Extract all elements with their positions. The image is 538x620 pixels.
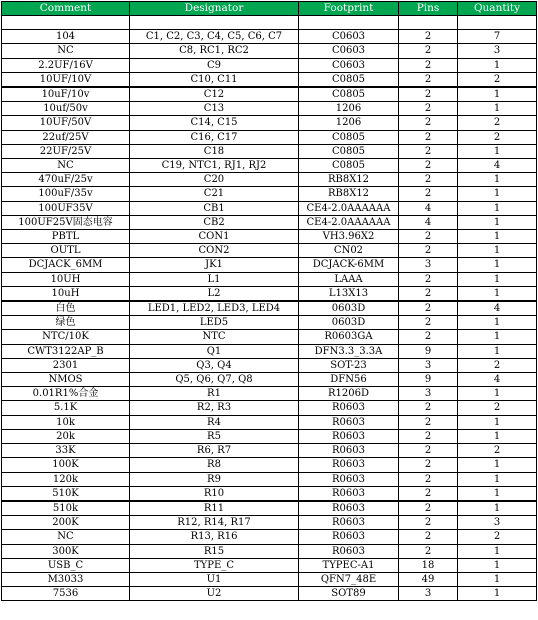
cell-quantity: 1 xyxy=(458,415,537,429)
cell-footprint: DFN3.3_3.3A xyxy=(299,344,399,358)
table-row xyxy=(2,87,537,102)
cell-designator: R11 xyxy=(130,501,299,516)
cell-footprint: CE4-2.0AAAAAA xyxy=(299,201,399,215)
cell-comment xyxy=(2,16,130,30)
cell-quantity: 1 xyxy=(458,144,537,158)
cell-comment: 10k xyxy=(2,415,130,429)
cell-designator: Q1 xyxy=(130,344,299,358)
table-row xyxy=(2,159,537,173)
cell-pins: 2 xyxy=(399,530,458,544)
cell-footprint: R0603 xyxy=(299,415,399,429)
cell-quantity: 1 xyxy=(458,472,537,486)
cell-footprint: R0603 xyxy=(299,472,399,486)
table-row xyxy=(2,258,537,272)
table-row xyxy=(2,358,537,372)
cell-comment: OUTL xyxy=(2,244,130,258)
cell-pins: 3 xyxy=(399,587,458,601)
cell-comment: 510k xyxy=(2,501,130,516)
header-comment: Comment xyxy=(2,2,130,16)
cell-designator: R12, R14, R17 xyxy=(130,516,299,530)
cell-comment: 120k xyxy=(2,472,130,486)
cell-pins: 2 xyxy=(399,159,458,173)
cell-pins: 2 xyxy=(399,30,458,44)
cell-footprint: CN02 xyxy=(299,244,399,258)
cell-quantity: 1 xyxy=(458,316,537,330)
cell-quantity: 2 xyxy=(458,130,537,144)
cell-quantity: 1 xyxy=(458,244,537,258)
cell-pins: 2 xyxy=(399,516,458,530)
cell-designator: C16, C17 xyxy=(130,130,299,144)
cell-quantity: 1 xyxy=(458,587,537,601)
cell-pins: 2 xyxy=(399,272,458,286)
cell-comment: 2301 xyxy=(2,358,130,372)
cell-quantity: 1 xyxy=(458,458,537,472)
cell-quantity: 1 xyxy=(458,230,537,244)
cell-quantity: 2 xyxy=(458,116,537,130)
table-row xyxy=(2,444,537,458)
table-row xyxy=(2,558,537,572)
table-row xyxy=(2,344,537,358)
cell-quantity: 1 xyxy=(458,501,537,516)
cell-pins: 2 xyxy=(399,87,458,102)
table-row xyxy=(2,58,537,72)
table-row xyxy=(2,330,537,344)
table-row xyxy=(2,401,537,415)
cell-comment: 100uF/35v xyxy=(2,187,130,201)
cell-designator xyxy=(130,16,299,30)
cell-footprint: C0805 xyxy=(299,130,399,144)
cell-comment: 10UF/10V xyxy=(2,72,130,87)
table-row xyxy=(2,415,537,429)
cell-comment: 470uF/25v xyxy=(2,173,130,187)
cell-designator: Q3, Q4 xyxy=(130,358,299,372)
cell-quantity: 2 xyxy=(458,72,537,87)
cell-pins: 49 xyxy=(399,572,458,586)
cell-quantity: 1 xyxy=(458,286,537,301)
cell-quantity: 1 xyxy=(458,387,537,401)
header-quantity: Quantity xyxy=(458,2,537,16)
cell-comment: CWT3122AP_B xyxy=(2,344,130,358)
cell-pins: 18 xyxy=(399,558,458,572)
cell-pins: 9 xyxy=(399,373,458,387)
table-row xyxy=(2,316,537,330)
cell-comment: 10uH xyxy=(2,286,130,301)
cell-pins: 2 xyxy=(399,458,458,472)
table-row xyxy=(2,458,537,472)
cell-pins: 2 xyxy=(399,144,458,158)
table-row xyxy=(2,187,537,201)
cell-designator: CON1 xyxy=(130,230,299,244)
table-row xyxy=(2,16,537,30)
cell-comment: 100K xyxy=(2,458,130,472)
cell-comment: 10uF/10v xyxy=(2,87,130,102)
cell-comment: 33K xyxy=(2,444,130,458)
table-row xyxy=(2,44,537,58)
cell-footprint: C0805 xyxy=(299,144,399,158)
cell-quantity: 1 xyxy=(458,429,537,443)
cell-pins: 2 xyxy=(399,286,458,301)
cell-designator: LED5 xyxy=(130,316,299,330)
cell-footprint: 1206 xyxy=(299,102,399,116)
bom-table-body xyxy=(2,16,537,601)
cell-footprint: R0603 xyxy=(299,429,399,443)
table-row xyxy=(2,486,537,501)
table-row xyxy=(2,501,537,516)
table-row xyxy=(2,544,537,558)
cell-designator: C8, RC1, RC2 xyxy=(130,44,299,58)
table-row xyxy=(2,144,537,158)
cell-comment: 10UF/50V xyxy=(2,116,130,130)
cell-footprint: R0603 xyxy=(299,530,399,544)
cell-comment: 白色 xyxy=(2,301,130,316)
cell-designator: C18 xyxy=(130,144,299,158)
cell-designator: C1, C2, C3, C4, C5, C6, C7 xyxy=(130,30,299,44)
cell-footprint: L13X13 xyxy=(299,286,399,301)
cell-pins: 2 xyxy=(399,444,458,458)
cell-designator: R5 xyxy=(130,429,299,443)
cell-designator: U2 xyxy=(130,587,299,601)
header-designator: Designator xyxy=(130,2,299,16)
cell-footprint: SOT89 xyxy=(299,587,399,601)
cell-quantity: 1 xyxy=(458,258,537,272)
cell-footprint: RB8X12 xyxy=(299,187,399,201)
cell-designator: R10 xyxy=(130,486,299,501)
cell-pins: 2 xyxy=(399,501,458,516)
cell-designator: CB1 xyxy=(130,201,299,215)
cell-designator: R2, R3 xyxy=(130,401,299,415)
table-row xyxy=(2,286,537,301)
cell-quantity: 1 xyxy=(458,272,537,286)
table-row xyxy=(2,429,537,443)
cell-designator: TYPE_C xyxy=(130,558,299,572)
cell-designator: C21 xyxy=(130,187,299,201)
cell-footprint: 0603D xyxy=(299,316,399,330)
table-row xyxy=(2,230,537,244)
cell-footprint: C0603 xyxy=(299,30,399,44)
table-row xyxy=(2,530,537,544)
cell-comment: 22uf/25V xyxy=(2,130,130,144)
cell-quantity: 2 xyxy=(458,358,537,372)
cell-pins: 2 xyxy=(399,72,458,87)
cell-comment: 2.2UF/16V xyxy=(2,58,130,72)
cell-footprint: TYPEC-A1 xyxy=(299,558,399,572)
cell-quantity: 1 xyxy=(458,572,537,586)
cell-quantity: 1 xyxy=(458,330,537,344)
cell-comment: NTC/10K xyxy=(2,330,130,344)
cell-designator: R9 xyxy=(130,472,299,486)
table-row xyxy=(2,215,537,229)
cell-quantity: 1 xyxy=(458,344,537,358)
cell-footprint: C0603 xyxy=(299,58,399,72)
cell-quantity: 1 xyxy=(458,201,537,215)
cell-pins xyxy=(399,16,458,30)
cell-comment: 200K xyxy=(2,516,130,530)
cell-designator: JK1 xyxy=(130,258,299,272)
cell-designator: R13, R16 xyxy=(130,530,299,544)
cell-footprint: C0603 xyxy=(299,44,399,58)
cell-comment: NC xyxy=(2,44,130,58)
cell-quantity: 1 xyxy=(458,87,537,102)
cell-pins: 2 xyxy=(399,330,458,344)
cell-footprint: R0603 xyxy=(299,444,399,458)
cell-comment: NC xyxy=(2,159,130,173)
cell-footprint: VH3.96X2 xyxy=(299,230,399,244)
cell-footprint: R0603 xyxy=(299,486,399,501)
cell-pins: 2 xyxy=(399,173,458,187)
cell-pins: 2 xyxy=(399,187,458,201)
cell-designator: R4 xyxy=(130,415,299,429)
table-row xyxy=(2,373,537,387)
cell-pins: 2 xyxy=(399,102,458,116)
cell-comment: USB_C xyxy=(2,558,130,572)
cell-pins: 2 xyxy=(399,544,458,558)
cell-footprint: RB8X12 xyxy=(299,173,399,187)
cell-footprint: DCJACK-6MM xyxy=(299,258,399,272)
table-row xyxy=(2,387,537,401)
cell-footprint: C0805 xyxy=(299,159,399,173)
cell-designator: L2 xyxy=(130,286,299,301)
cell-quantity: 7 xyxy=(458,30,537,44)
cell-pins: 3 xyxy=(399,258,458,272)
cell-comment: 10uf/50v xyxy=(2,102,130,116)
cell-designator: NTC xyxy=(130,330,299,344)
cell-footprint: SOT-23 xyxy=(299,358,399,372)
cell-pins: 2 xyxy=(399,415,458,429)
cell-quantity: 4 xyxy=(458,159,537,173)
cell-designator: C12 xyxy=(130,87,299,102)
table-row xyxy=(2,201,537,215)
cell-comment: 100UF25V固态电容 xyxy=(2,215,130,229)
table-row xyxy=(2,244,537,258)
table-row xyxy=(2,587,537,601)
cell-footprint: DFN56 xyxy=(299,373,399,387)
cell-comment: 绿色 xyxy=(2,316,130,330)
cell-footprint: R0603 xyxy=(299,544,399,558)
cell-comment: 20k xyxy=(2,429,130,443)
cell-quantity: 4 xyxy=(458,301,537,316)
header-footprint: Footprint xyxy=(299,2,399,16)
cell-pins: 4 xyxy=(399,201,458,215)
cell-quantity: 1 xyxy=(458,558,537,572)
cell-comment: 5.1K xyxy=(2,401,130,415)
cell-comment: 510K xyxy=(2,486,130,501)
cell-footprint xyxy=(299,16,399,30)
cell-comment: M3033 xyxy=(2,572,130,586)
cell-designator: U1 xyxy=(130,572,299,586)
cell-footprint: R0603 xyxy=(299,501,399,516)
cell-quantity: 3 xyxy=(458,516,537,530)
cell-pins: 3 xyxy=(399,387,458,401)
cell-quantity: 1 xyxy=(458,544,537,558)
cell-quantity: 1 xyxy=(458,187,537,201)
table-row xyxy=(2,116,537,130)
table-row xyxy=(2,472,537,486)
cell-pins: 2 xyxy=(399,472,458,486)
cell-pins: 2 xyxy=(399,316,458,330)
cell-footprint: CE4-2.0AAAAAA xyxy=(299,215,399,229)
cell-quantity: 1 xyxy=(458,102,537,116)
cell-footprint: R0603 xyxy=(299,458,399,472)
cell-comment: NC xyxy=(2,530,130,544)
cell-pins: 4 xyxy=(399,215,458,229)
table-row xyxy=(2,301,537,316)
table-row xyxy=(2,72,537,87)
cell-comment: 104 xyxy=(2,30,130,44)
table-row xyxy=(2,102,537,116)
table-row xyxy=(2,30,537,44)
cell-designator: Q5, Q6, Q7, Q8 xyxy=(130,373,299,387)
cell-designator: CB2 xyxy=(130,215,299,229)
cell-footprint: QFN7_48E xyxy=(299,572,399,586)
cell-designator: C10, C11 xyxy=(130,72,299,87)
cell-quantity: 3 xyxy=(458,44,537,58)
cell-quantity: 1 xyxy=(458,58,537,72)
cell-designator: R6, R7 xyxy=(130,444,299,458)
cell-comment: 22UF/25V xyxy=(2,144,130,158)
cell-pins: 2 xyxy=(399,401,458,415)
cell-designator: LED1, LED2, LED3, LED4 xyxy=(130,301,299,316)
table-row xyxy=(2,272,537,286)
cell-footprint: R0603GA xyxy=(299,330,399,344)
cell-comment: 0.01R1%合金 xyxy=(2,387,130,401)
cell-designator: C9 xyxy=(130,58,299,72)
cell-pins: 2 xyxy=(399,44,458,58)
cell-designator: L1 xyxy=(130,272,299,286)
table-row xyxy=(2,173,537,187)
cell-designator: R15 xyxy=(130,544,299,558)
cell-pins: 9 xyxy=(399,344,458,358)
cell-pins: 2 xyxy=(399,116,458,130)
table-row xyxy=(2,572,537,586)
cell-footprint: C0805 xyxy=(299,72,399,87)
cell-quantity: 2 xyxy=(458,444,537,458)
cell-pins: 2 xyxy=(399,58,458,72)
cell-quantity: 1 xyxy=(458,215,537,229)
cell-comment: DCJACK_6MM xyxy=(2,258,130,272)
cell-pins: 2 xyxy=(399,301,458,316)
cell-quantity: 2 xyxy=(458,530,537,544)
cell-footprint: R0603 xyxy=(299,516,399,530)
cell-quantity: 2 xyxy=(458,401,537,415)
cell-pins: 2 xyxy=(399,486,458,501)
cell-footprint: C0805 xyxy=(299,87,399,102)
cell-designator: C14, C15 xyxy=(130,116,299,130)
cell-quantity xyxy=(458,16,537,30)
bom-table-header xyxy=(2,2,537,16)
cell-designator: C13 xyxy=(130,102,299,116)
header-row xyxy=(2,2,537,16)
cell-comment: 10UH xyxy=(2,272,130,286)
cell-designator: R1 xyxy=(130,387,299,401)
header-pins: Pins xyxy=(399,2,458,16)
cell-comment: PBTL xyxy=(2,230,130,244)
table-row xyxy=(2,516,537,530)
cell-pins: 2 xyxy=(399,230,458,244)
cell-comment: 7536 xyxy=(2,587,130,601)
cell-pins: 2 xyxy=(399,244,458,258)
cell-footprint: LAAA xyxy=(299,272,399,286)
cell-footprint: R0603 xyxy=(299,401,399,415)
cell-pins: 2 xyxy=(399,130,458,144)
cell-designator: C20 xyxy=(130,173,299,187)
bom-table xyxy=(1,1,537,601)
cell-quantity: 4 xyxy=(458,373,537,387)
cell-footprint: R1206D xyxy=(299,387,399,401)
cell-designator: C19, NTC1, RJ1, RJ2 xyxy=(130,159,299,173)
table-row xyxy=(2,130,537,144)
cell-comment: 300K xyxy=(2,544,130,558)
cell-footprint: 0603D xyxy=(299,301,399,316)
cell-pins: 3 xyxy=(399,358,458,372)
cell-designator: CON2 xyxy=(130,244,299,258)
cell-designator: R8 xyxy=(130,458,299,472)
cell-quantity: 1 xyxy=(458,486,537,501)
cell-pins: 2 xyxy=(399,429,458,443)
cell-comment: 100UF35V xyxy=(2,201,130,215)
cell-footprint: 1206 xyxy=(299,116,399,130)
cell-comment: NMOS xyxy=(2,373,130,387)
cell-quantity: 1 xyxy=(458,173,537,187)
